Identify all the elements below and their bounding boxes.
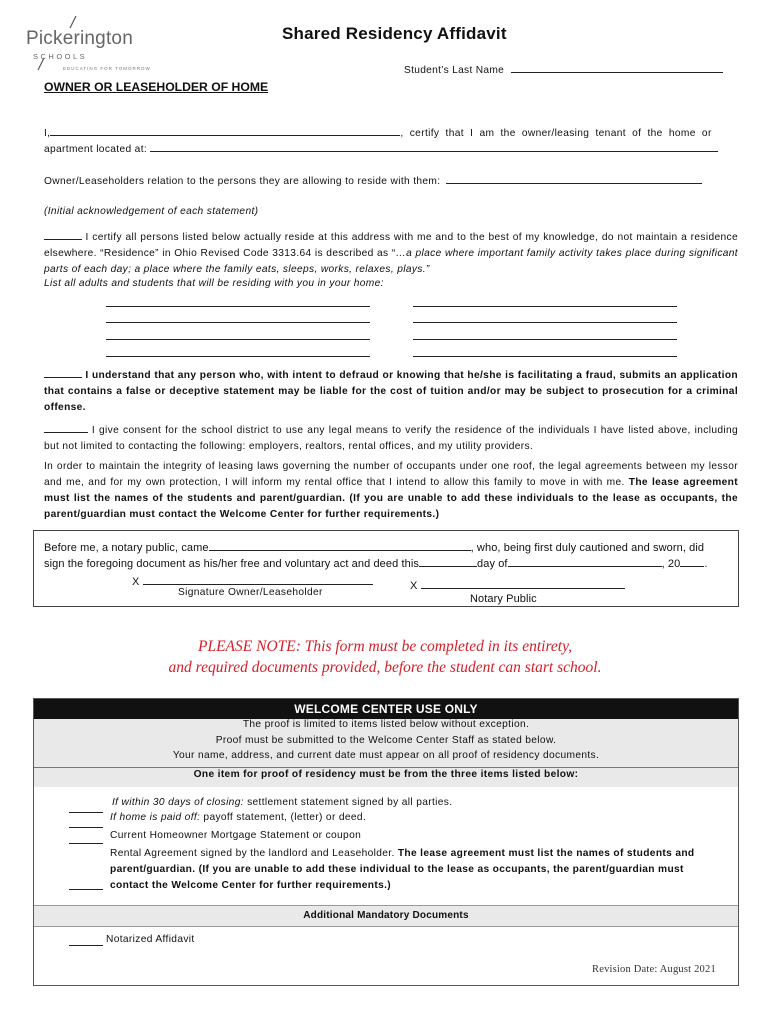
initial-blank-1[interactable]: [44, 228, 82, 240]
resident-line[interactable]: [413, 306, 677, 307]
notary-month-blank[interactable]: [508, 555, 662, 567]
notary-section: [33, 530, 739, 607]
additional-documents-header: Additional Mandatory Documents: [34, 905, 738, 927]
owner-statement-prefix: I,: [44, 128, 51, 139]
initial-blank-3[interactable]: [44, 421, 88, 433]
para1-quote: …a place where important family activity takes place during significant parts of each day; a place where the family eats, sleeps, works, relaxes, plays.: [44, 248, 738, 275]
owner-name-blank[interactable]: [50, 124, 400, 136]
notarized-affidavit-item: Notarized Affidavit: [106, 934, 195, 945]
resident-line[interactable]: [106, 306, 370, 307]
owner-statement-line2: [44, 140, 734, 158]
student-last-name-field[interactable]: [404, 61, 723, 76]
notary-year-prefix: , 20: [661, 558, 681, 570]
proof-item-closing: [112, 795, 452, 811]
list-residents-prompt: List all adults and students that will be residing with you in your home:: [44, 278, 384, 289]
logo-wordmark: Pickerington: [26, 28, 133, 49]
proof-item-paid-off: [110, 810, 366, 826]
lease-paragraph: [44, 459, 738, 523]
proof-item-paid-off-italic: If home is paid off:: [110, 812, 201, 823]
notary-public-label: Notary Public: [470, 593, 537, 605]
logo-tagline: EDUCATING FOR TOMORROW: [63, 66, 151, 71]
notary-name-blank[interactable]: [209, 539, 471, 551]
para2-text: I understand that any person who, with intent to defraud or knowing that he/she is facilitating a fraud, submits an application that contains a false or deceptive statement may be liable for the cost of tuition and/or may be subject to prosecution for a criminal offense.: [44, 370, 738, 413]
wc-line1: The proof is limited to items listed below without exception.: [242, 719, 530, 730]
notary-line1-text: Before me, a notary public, came: [44, 542, 209, 554]
proof-item-closing-text: settlement statement signed by all parties.: [243, 797, 453, 808]
welcome-center-instructions: [34, 719, 738, 787]
please-note-warning: [0, 636, 770, 678]
notary-line2: [44, 555, 734, 570]
resident-line[interactable]: [413, 322, 677, 323]
notary-line1: [44, 539, 734, 554]
resident-line[interactable]: [413, 339, 677, 340]
revision-date: Revision Date: August 2021: [592, 964, 716, 975]
proof-item-rental-bold: The lease agreement must list the names of students and parent/guardian. (If you are unable to add these individual to the lease as occupants, the parent/guardian must contact the Welcome Center for further requirements.): [110, 848, 695, 891]
apartment-located-label: apartment located at:: [44, 144, 148, 155]
logo-schools: SCHOOLS: [33, 52, 88, 61]
notary-signature-blank[interactable]: [421, 577, 625, 589]
initial-blank-2[interactable]: [44, 366, 82, 378]
owner-signature-line[interactable]: [132, 573, 373, 588]
resident-line[interactable]: [106, 322, 370, 323]
proof-checkbox-blank[interactable]: [69, 889, 103, 890]
notary-year-blank[interactable]: [680, 555, 704, 567]
relation-blank[interactable]: [446, 172, 702, 184]
resident-line[interactable]: [413, 356, 677, 357]
proof-checkbox-blank[interactable]: [69, 812, 103, 813]
notary-period: .: [704, 558, 708, 570]
proof-item-mortgage: Current Homeowner Mortgage Statement or coupon: [110, 830, 362, 841]
student-last-name-blank[interactable]: [511, 61, 723, 73]
owner-heading: OWNER OR LEASEHOLDER OF HOME: [44, 80, 269, 94]
wc-divider: [34, 767, 738, 768]
wc-line3: Your name, address, and current date must appear on all proof of residency documents.: [172, 750, 600, 761]
notary-line1-end: , who, being first duly cautioned and sworn, did: [470, 542, 705, 554]
resident-line[interactable]: [106, 356, 370, 357]
notary-line2-text: sign the foregoing document as his/her free and voluntary act and deed this: [44, 558, 420, 570]
proof-checkbox-blank[interactable]: [69, 843, 103, 844]
para4-bold-text: The lease agreement must list the names of the students and parent/guardian. (If you are unable to add these individuals to the lease as occupants, the parent/guardian must contact the Welcome Center for further requirements.): [44, 477, 738, 520]
residence-certification-paragraph: [44, 228, 738, 278]
notary-signature-x: X: [410, 580, 418, 592]
initial-acknowledgement-note: (Initial acknowledgement of each statement): [44, 206, 259, 217]
owner-signature-label: Signature Owner/Leaseholder: [178, 587, 323, 598]
para1-text: I certify all persons listed below actually reside at this address with me and to the best of my knowledge, do not maintain a residence elsewhere. “Residence” in Ohio Revised Code 3313.64 is described as “: [44, 232, 738, 259]
welcome-center-header: WELCOME CENTER USE ONLY: [34, 699, 738, 719]
owner-signature-x: X: [132, 576, 140, 588]
owner-statement-middle: , certify that I am the owner/leasing tenant of the home or: [400, 128, 712, 139]
proof-item-closing-italic: If within 30 days of closing:: [112, 797, 244, 808]
para3-text: I give consent for the school district to use any legal means to verify the residence of the individuals I have listed above, including but not limited to contacting the following: employers, realtors, rental offices, and my utility providers.: [44, 425, 738, 452]
proof-checkbox-blank[interactable]: [69, 827, 103, 828]
please-note-line2: and required documents provided, before the student can start school.: [168, 659, 602, 676]
relation-label: Owner/Leaseholders relation to the persons they are allowing to reside with them:: [44, 176, 441, 187]
pickerington-schools-logo: [26, 16, 156, 76]
consent-paragraph: [44, 421, 738, 455]
wc-proof-heading: One item for proof of residency must be from the three items listed below:: [193, 769, 579, 780]
notarized-checkbox-blank[interactable]: [69, 945, 103, 946]
address-blank[interactable]: [150, 140, 718, 152]
para4-text: In order to maintain the integrity of leasing laws governing the number of occupants under one roof, the legal agreements between my lessor and me, and for my own protection, I will inform my rental office that I intend to allow this family to move in with me.: [44, 461, 738, 488]
notary-signature-line[interactable]: [410, 577, 625, 592]
owner-signature-blank[interactable]: [143, 573, 373, 585]
notary-day-blank[interactable]: [419, 555, 477, 567]
welcome-center-section: [33, 698, 739, 986]
relation-field: [44, 172, 734, 190]
please-note-line1: PLEASE NOTE: This form must be completed in its entirety,: [198, 638, 572, 655]
page-title: Shared Residency Affidavit: [282, 24, 507, 43]
student-last-name-label: Student’s Last Name: [404, 65, 505, 76]
notary-dayof: day of: [477, 558, 508, 570]
proof-item-rental: [110, 846, 720, 894]
para1-quote-end: ”: [425, 264, 430, 275]
proof-item-paid-off-text: payoff statement, (letter) or deed.: [200, 812, 367, 823]
resident-line[interactable]: [106, 339, 370, 340]
fraud-acknowledgement-paragraph: [44, 366, 738, 416]
wc-line2: Proof must be submitted to the Welcome Center Staff as stated below.: [215, 735, 557, 746]
proof-item-rental-text: Rental Agreement signed by the landlord and Leaseholder.: [110, 848, 398, 859]
